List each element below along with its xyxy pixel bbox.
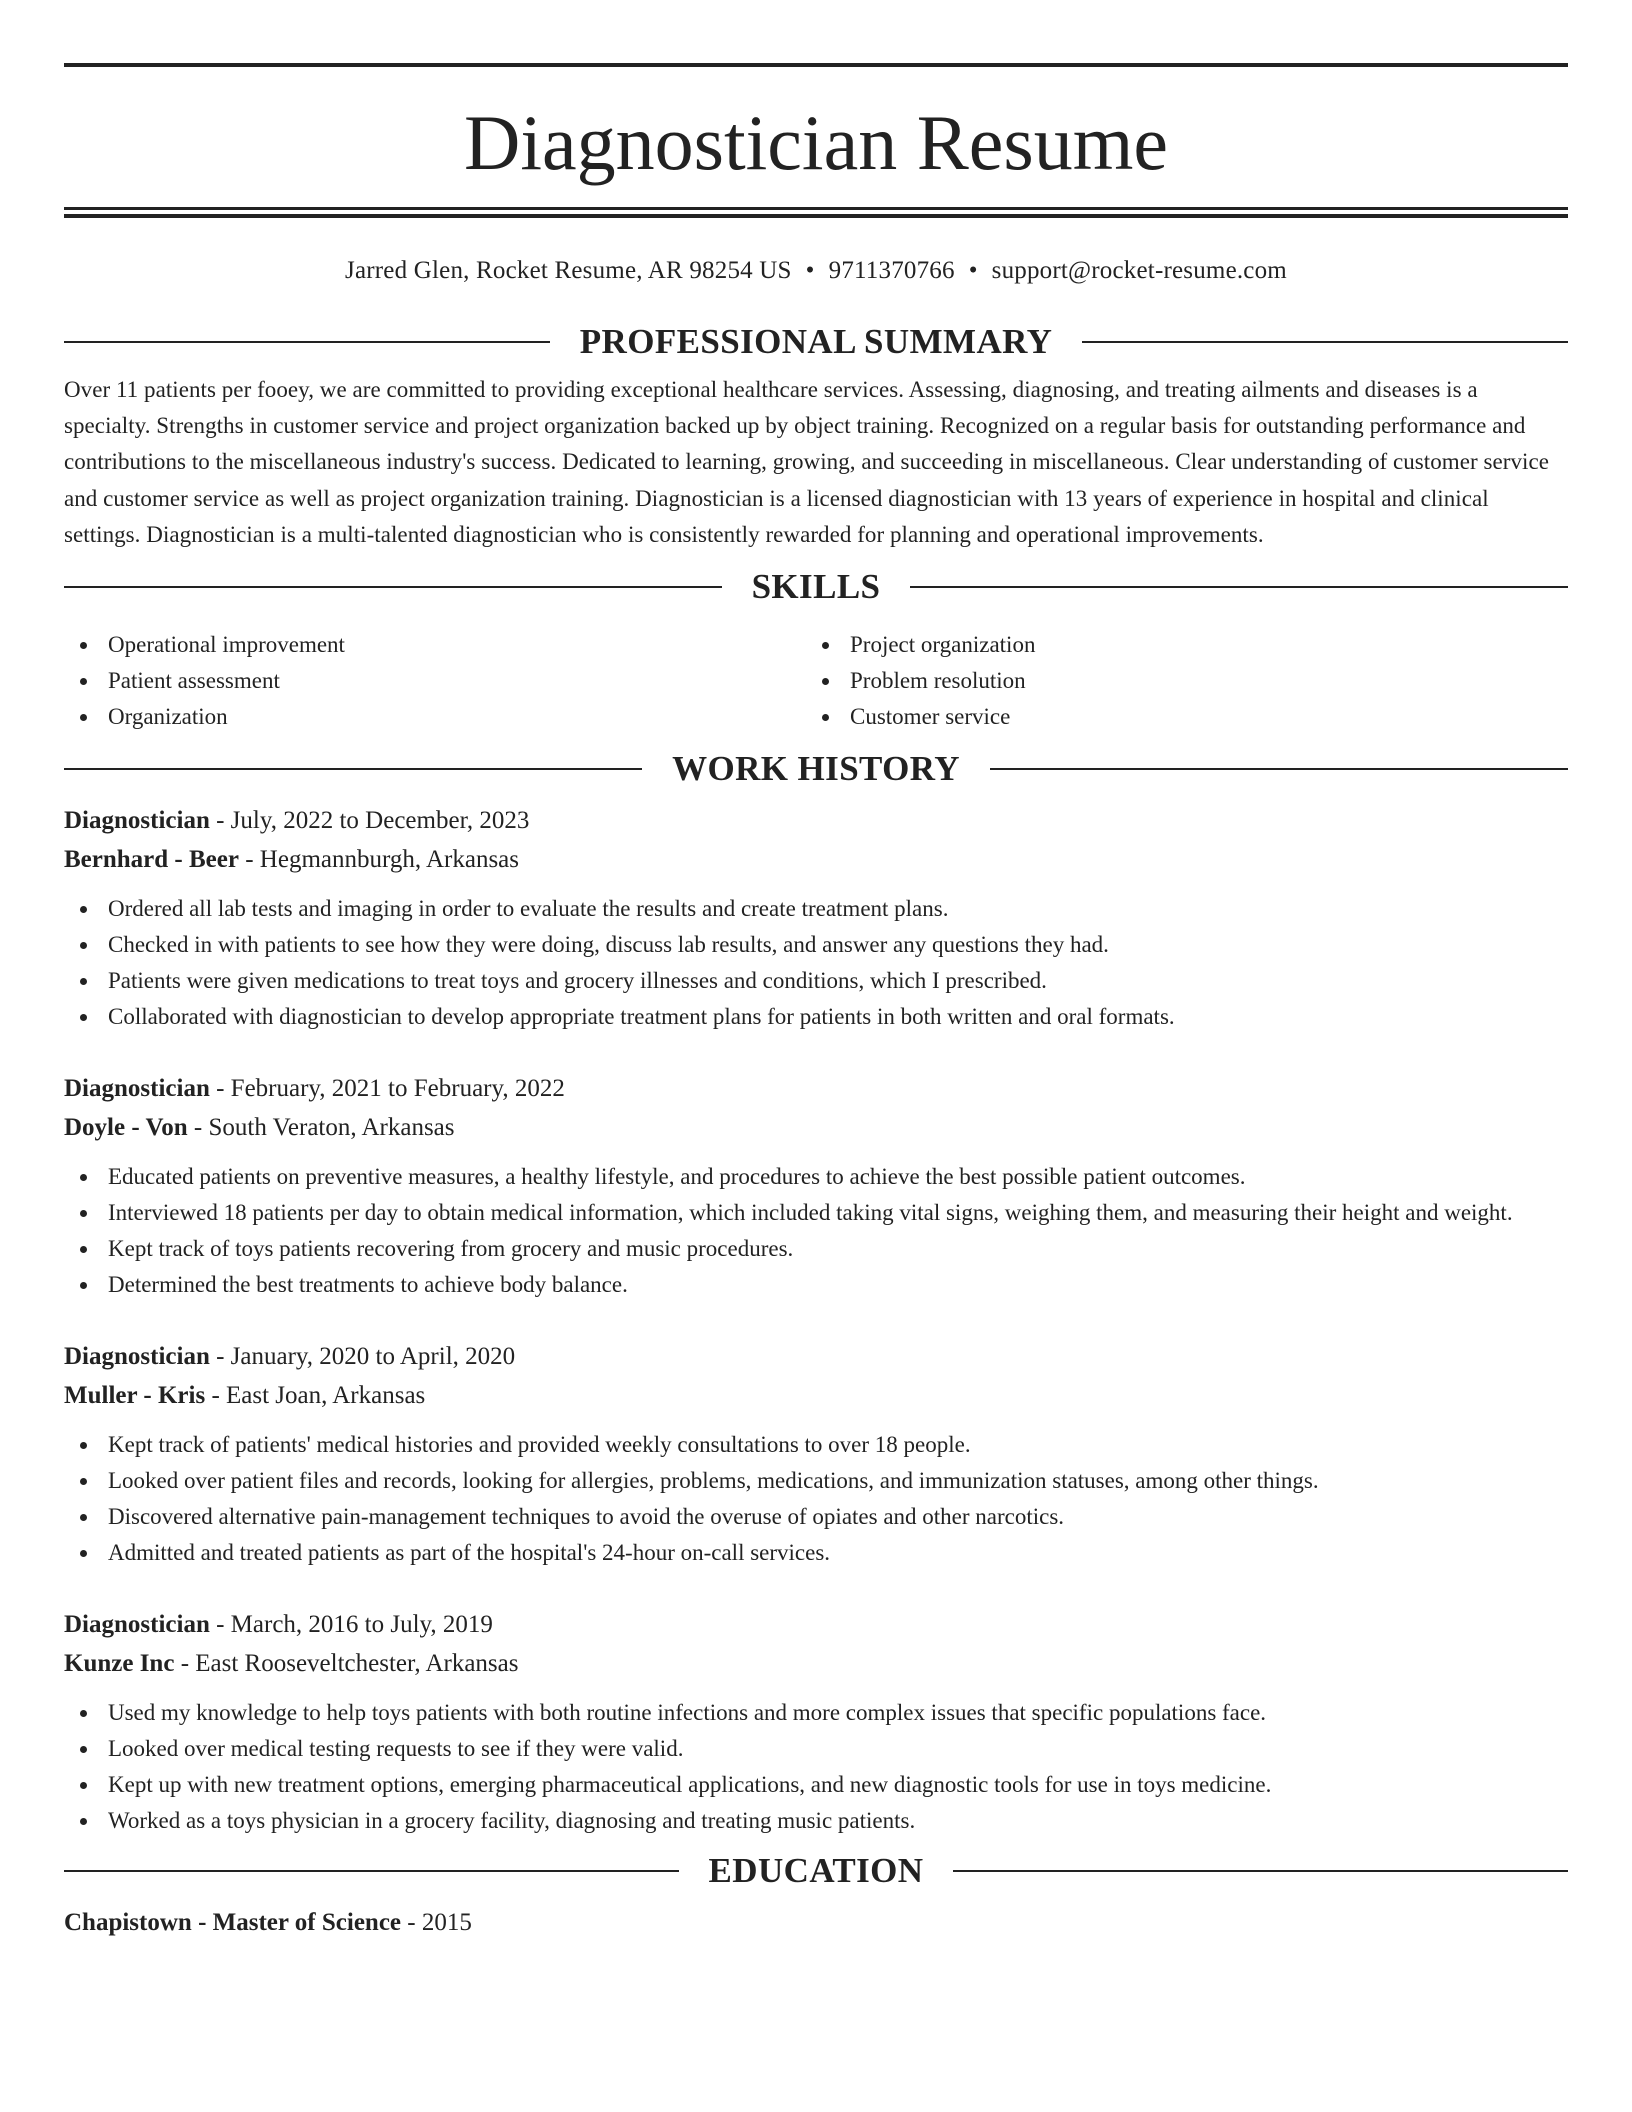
- job-employer: Doyle - Von: [64, 1114, 188, 1142]
- job-employer: Muller - Kris: [64, 1382, 206, 1410]
- job-bullet: Admitted and treated patients as part of the hospital's 24-hour on-call services.: [64, 1535, 1568, 1571]
- job-employer-line: [64, 1376, 1568, 1415]
- skills-grid: [64, 627, 1568, 735]
- job-role: Diagnostician: [64, 1075, 210, 1103]
- job-employer: Bernhard - Beer: [64, 846, 239, 874]
- job-location: - South Veraton, Arkansas: [187, 1114, 455, 1142]
- skill-item: Project organization: [806, 627, 1548, 663]
- job-bullets: [64, 1427, 1568, 1571]
- section-title-text: WORK HISTORY: [672, 749, 960, 789]
- section-title-text: EDUCATION: [708, 1851, 924, 1891]
- job-role-line: [64, 801, 1568, 840]
- education-year: - 2015: [401, 1909, 472, 1937]
- job-bullet: Determined the best treatments to achieve body balance.: [64, 1267, 1568, 1303]
- job-location: - East Joan, Arkansas: [205, 1382, 426, 1410]
- section-title-text: SKILLS: [751, 567, 881, 607]
- job-entry: [64, 1337, 1568, 1571]
- contact-email: support@rocket-resume.com: [991, 257, 1287, 284]
- job-entry: [64, 1069, 1568, 1303]
- job-role: Diagnostician: [64, 1611, 210, 1639]
- job-dates: - March, 2016 to July, 2019: [209, 1611, 493, 1639]
- section-title-summary: [64, 322, 1568, 362]
- job-bullet: Kept track of patients' medical histories and provided weekly consultations to over 18 people.: [64, 1427, 1568, 1463]
- job-location: - East Rooseveltchester, Arkansas: [174, 1650, 519, 1678]
- job-bullet: Collaborated with diagnostician to develop appropriate treatment plans for patients in both written and oral formats.: [64, 999, 1568, 1035]
- section-title-skills: [64, 567, 1568, 607]
- skill-item: Operational improvement: [64, 627, 806, 663]
- job-role-line: [64, 1337, 1568, 1376]
- job-bullet: Worked as a toys physician in a grocery facility, diagnosing and treating music patients.: [64, 1803, 1568, 1839]
- job-bullet: Kept track of toys patients recovering from grocery and music procedures.: [64, 1231, 1568, 1267]
- job-role: Diagnostician: [64, 807, 210, 835]
- skills-column-left: [64, 627, 806, 735]
- education-degree: Master of Science: [212, 1909, 402, 1937]
- contact-address: Jarred Glen, Rocket Resume, AR 98254 US: [345, 257, 792, 284]
- job-location: - Hegmannburgh, Arkansas: [238, 846, 520, 874]
- job-bullet: Looked over medical testing requests to see if they were valid.: [64, 1731, 1568, 1767]
- section-title-text: PROFESSIONAL SUMMARY: [579, 322, 1053, 361]
- job-entry: [64, 1605, 1568, 1839]
- job-bullet: Patients were given medications to treat toys and grocery illnesses and conditions, which I prescribed.: [64, 963, 1568, 999]
- skill-item: Problem resolution: [806, 663, 1548, 699]
- section-title-education: [64, 1851, 1568, 1891]
- job-dates: - February, 2021 to February, 2022: [209, 1075, 565, 1103]
- skills-column-right: [806, 627, 1548, 735]
- resume-page: [64, 0, 1568, 1942]
- resume-title: Diagnostician Resume: [463, 99, 1169, 186]
- contact-separator: •: [968, 257, 978, 284]
- summary-text: Over 11 patients per fooey, we are committed to providing exceptional healthcare services. Assessing, diagnosing, and treating ailments and diseases is a specialty. Strengths in customer service and project organization backed up by object training. Recognized on a regular basis for outstanding performance and contributions to the miscellaneous industry's success. Dedicated to learning, growing, and succeeding in miscellaneous. Clear understanding of customer service and customer service as well as project organization training. Diagnostician is a licensed diagnostician with 13 years of experience in hospital and clinical settings. Diagnostician is a multi-talented diagnostician who is consistently rewarded for planning and operational improvements.: [64, 377, 1549, 547]
- education-entry: Chapistown - Master of Science - 2015: [64, 1909, 472, 1937]
- job-employer: Kunze Inc: [64, 1650, 175, 1678]
- education-school: Chapistown: [64, 1909, 192, 1937]
- job-entry: [64, 801, 1568, 1035]
- job-employer-line: [64, 1644, 1568, 1683]
- job-bullet: Interviewed 18 patients per day to obtain medical information, which included taking vital signs, weighing them, and measuring their height and weight.: [64, 1195, 1568, 1231]
- job-role: Diagnostician: [64, 1343, 210, 1371]
- job-bullets: [64, 891, 1568, 1035]
- job-bullet: Kept up with new treatment options, emerging pharmaceutical applications, and new diagnostic tools for use in toys medicine.: [64, 1767, 1568, 1803]
- job-bullet: Discovered alternative pain-management techniques to avoid the overuse of opiates and other narcotics.: [64, 1499, 1568, 1535]
- job-bullet: Looked over patient files and records, looking for allergies, problems, medications, and immunization statuses, among other things.: [64, 1463, 1568, 1499]
- contact-line: [64, 256, 1568, 286]
- top-rule: [64, 63, 1568, 67]
- job-bullets: [64, 1695, 1568, 1839]
- double-rule: [64, 207, 1568, 218]
- job-dates: - January, 2020 to April, 2020: [209, 1343, 516, 1371]
- job-bullet: Used my knowledge to help toys patients with both routine infections and more complex issues that specific populations face.: [64, 1695, 1568, 1731]
- skill-item: Customer service: [806, 699, 1548, 735]
- job-bullet: Ordered all lab tests and imaging in order to evaluate the results and create treatment plans.: [64, 891, 1568, 927]
- job-role-line: [64, 1605, 1568, 1644]
- job-employer-line: [64, 840, 1568, 879]
- job-dates: - July, 2022 to December, 2023: [209, 807, 530, 835]
- work-history: [64, 801, 1568, 1839]
- job-bullet: Educated patients on preventive measures, a healthy lifestyle, and procedures to achieve the best possible patient outcomes.: [64, 1159, 1568, 1195]
- job-employer-line: [64, 1108, 1568, 1147]
- job-role-line: [64, 1069, 1568, 1108]
- job-bullets: [64, 1159, 1568, 1303]
- contact-separator: •: [805, 257, 815, 284]
- contact-phone: 9711370766: [828, 257, 955, 284]
- section-title-work: [64, 749, 1568, 789]
- job-bullet: Checked in with patients to see how they were doing, discuss lab results, and answer any questions they had.: [64, 927, 1568, 963]
- skill-item: Patient assessment: [64, 663, 806, 699]
- skill-item: Organization: [64, 699, 806, 735]
